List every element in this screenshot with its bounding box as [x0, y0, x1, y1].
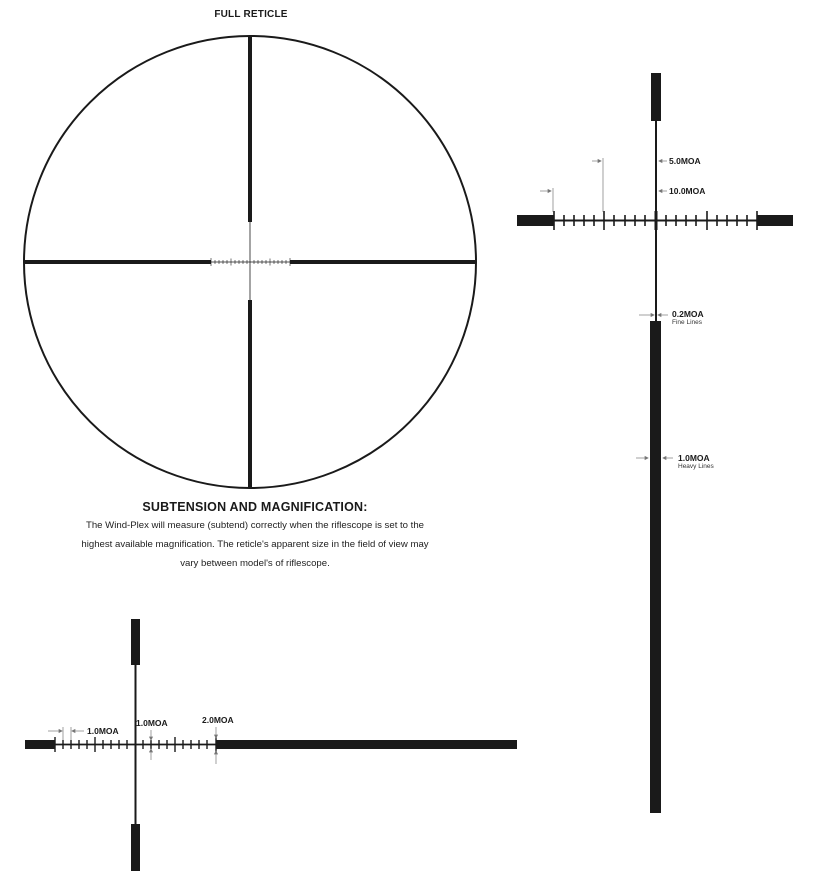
label-fine-lines-caption: Fine Lines: [672, 319, 702, 326]
left-heavy-post: [517, 215, 554, 226]
full-reticle-title: FULL RETICLE: [214, 9, 288, 20]
left-heavy-post: [24, 260, 211, 264]
full-reticle: [24, 36, 476, 488]
right-heavy-post: [216, 740, 517, 749]
top-post: [131, 619, 140, 665]
label-tick-height: 1.0MOA: [136, 718, 168, 728]
label-bar-height: 2.0MOA: [202, 715, 234, 725]
label-tick-spacing: 1.0MOA: [87, 726, 119, 736]
bottom-detail-reticle: [25, 619, 517, 871]
label-10moa: 10.0MOA: [669, 186, 706, 196]
subtension-description: The Wind-Plex will measure (subtend) correctly when the riflescope is set to the highest available magnification. The reticle's apparent size in the field of view may vary between model's of riflescope.: [81, 520, 429, 569]
right-heavy-post: [290, 260, 476, 264]
label-heavy-lines-value: 1.0MOA: [678, 453, 710, 463]
left-heavy-post: [25, 740, 55, 749]
bottom-post: [131, 824, 140, 871]
bottom-heavy-post: [650, 321, 661, 813]
top-heavy-post: [248, 36, 252, 222]
top-post: [651, 73, 661, 121]
label-heavy-lines-caption: Heavy Lines: [678, 463, 714, 470]
bottom-detail-annotations: [48, 727, 218, 764]
right-detail-reticle: [517, 73, 793, 813]
right-heavy-post: [757, 215, 793, 226]
subtension-heading: SUBTENSION AND MAGNIFICATION:: [142, 500, 368, 514]
label-fine-lines-value: 0.2MOA: [672, 309, 704, 319]
bottom-heavy-post: [248, 300, 252, 488]
label-5moa: 5.0MOA: [669, 156, 701, 166]
